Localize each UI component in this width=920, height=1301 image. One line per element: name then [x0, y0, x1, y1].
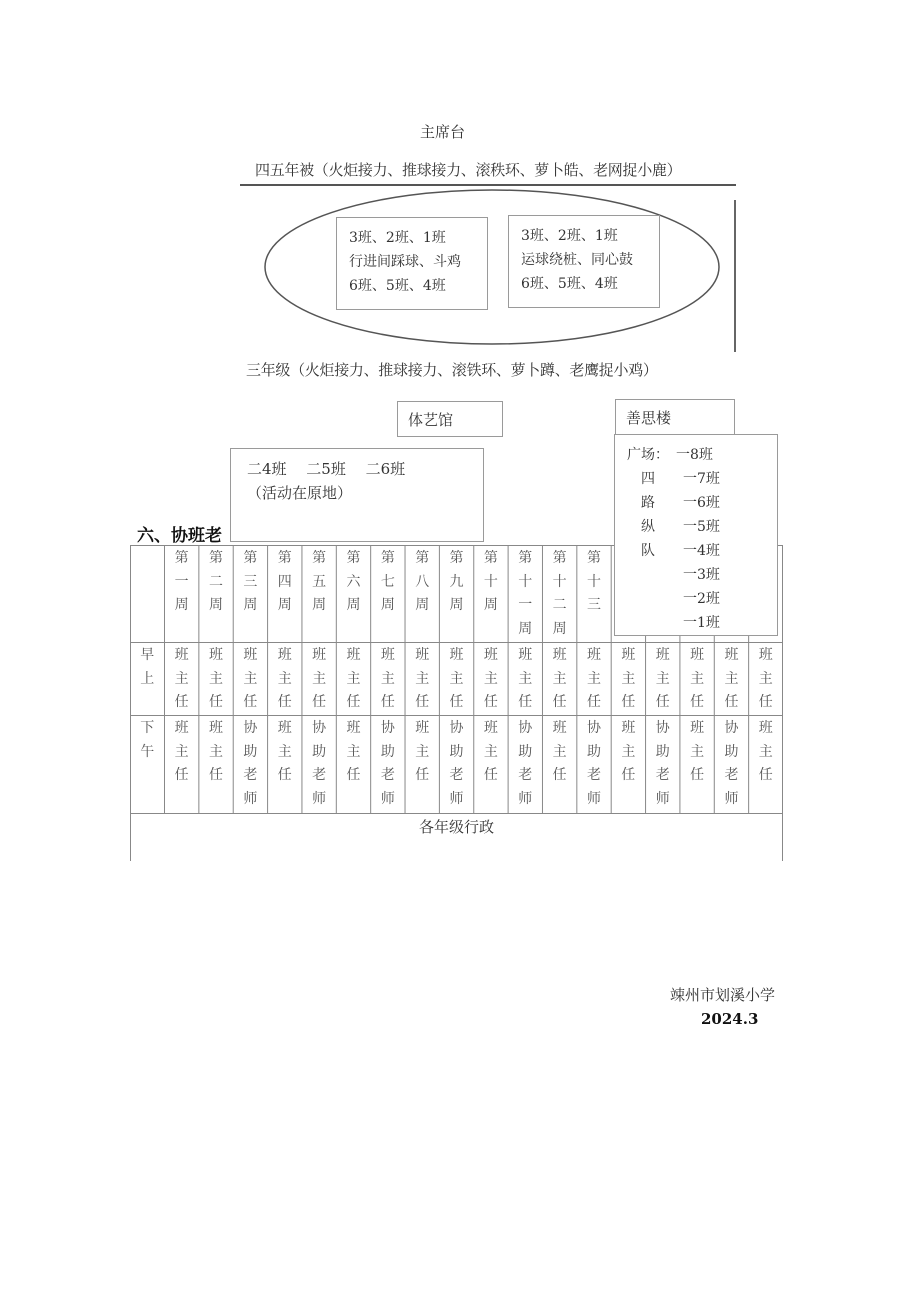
morning-cell-char: 主 — [621, 670, 636, 687]
afternoon-cell-char: 任 — [758, 767, 773, 783]
week-header-char: 第 — [587, 550, 601, 566]
week-header-char: 周 — [518, 620, 533, 637]
afternoon-cell-char: 助 — [518, 743, 533, 760]
row-label-afternoon — [130, 717, 165, 764]
week-header-char: 周 — [209, 597, 224, 613]
morning-cell-char: 班 — [209, 647, 224, 663]
afternoon-cell-char: 主 — [621, 743, 636, 760]
afternoon-cell-char: 助 — [587, 743, 601, 760]
plaza-line: 四 一7班 — [627, 471, 720, 487]
week-header-char: 四 — [277, 573, 292, 590]
morning-cell-char: 班 — [621, 647, 636, 663]
week-header-char: 二 — [209, 573, 224, 590]
afternoon-cell-char: 师 — [724, 790, 739, 807]
week-header-char: 一 — [518, 597, 533, 613]
morning-cell-char: 班 — [346, 647, 361, 663]
afternoon-cell-char: 班 — [346, 720, 361, 736]
field-box-left-line: 行进间踩球、斗鸡 — [349, 254, 461, 270]
week-header-char: 周 — [449, 597, 464, 613]
afternoon-cell — [714, 717, 748, 811]
afternoon-cell-char: 主 — [174, 743, 189, 760]
week-header-char: 周 — [380, 597, 395, 613]
week-header — [439, 547, 473, 618]
afternoon-cell-char: 协 — [655, 720, 670, 736]
afternoon-cell-char: 主 — [758, 743, 773, 760]
field-box-right-line: 3班、2班、1班 — [521, 228, 618, 244]
week-header-char: 第 — [312, 550, 327, 566]
week-header-char: 十 — [552, 573, 567, 590]
field-box-right-line: 运球绕桩、同心鼓 — [521, 252, 633, 268]
afternoon-cell-char: 任 — [690, 767, 705, 783]
afternoon-cell-char: 协 — [518, 720, 533, 736]
afternoon-cell-char: 任 — [621, 767, 636, 783]
week-header-char: 周 — [415, 597, 430, 613]
grade2-line1: 二4班 二5班 二6班 — [247, 460, 406, 478]
afternoon-cell-char: 班 — [552, 720, 567, 736]
plaza-line: 纵 一5班 — [627, 519, 720, 535]
morning-cell-char: 主 — [277, 670, 292, 687]
afternoon-cell-char: 助 — [449, 743, 464, 760]
morning-cell — [371, 644, 405, 715]
morning-cell — [405, 644, 439, 715]
afternoon-cell-char: 任 — [415, 767, 430, 783]
morning-cell-char: 任 — [277, 694, 292, 710]
week-header — [268, 547, 302, 618]
afternoon-cell — [405, 717, 439, 788]
afternoon-cell-char: 班 — [174, 720, 189, 736]
afternoon-cell — [749, 717, 783, 788]
right-side-line — [734, 200, 736, 352]
week-header-char: 周 — [483, 597, 498, 613]
afternoon-cell-char: 任 — [552, 767, 567, 783]
morning-cell-char: 主 — [587, 670, 601, 687]
afternoon-cell-char: 助 — [724, 743, 739, 760]
afternoon-cell-char: 协 — [587, 720, 601, 736]
morning-cell-char: 主 — [174, 670, 189, 687]
morning-cell-char: 班 — [724, 647, 739, 663]
row-label-morning-char: 上 — [140, 670, 155, 687]
afternoon-cell-char: 师 — [312, 790, 327, 807]
afternoon-cell — [336, 717, 370, 788]
afternoon-cell-char: 老 — [655, 767, 670, 783]
plaza-line: 一3班 — [627, 567, 720, 583]
morning-cell-char: 任 — [518, 694, 533, 710]
morning-cell-char: 主 — [312, 670, 327, 687]
afternoon-cell-char: 任 — [483, 767, 498, 783]
afternoon-cell — [268, 717, 302, 788]
morning-cell-char: 班 — [518, 647, 533, 663]
afternoon-cell-char: 任 — [346, 767, 361, 783]
grade2-line2: （活动在原地） — [247, 484, 353, 502]
morning-cell — [749, 644, 783, 715]
week-header-char: 第 — [449, 550, 464, 566]
morning-cell-char: 班 — [758, 647, 773, 663]
morning-cell-char: 任 — [690, 694, 705, 710]
week-header-char: 第 — [346, 550, 361, 566]
morning-cell-char: 主 — [380, 670, 395, 687]
row-label-afternoon-char: 午 — [140, 743, 155, 760]
morning-cell — [542, 644, 576, 715]
morning-cell-char: 班 — [277, 647, 292, 663]
morning-cell — [611, 644, 645, 715]
row-label-morning-char: 早 — [140, 647, 155, 663]
afternoon-cell-char: 助 — [312, 743, 327, 760]
row-label-morning — [130, 644, 165, 691]
week-header — [371, 547, 405, 618]
schedule-footer: 各年级行政 — [418, 818, 494, 836]
afternoon-cell — [302, 717, 336, 811]
morning-cell-char: 任 — [758, 694, 773, 710]
afternoon-cell-char: 师 — [380, 790, 395, 807]
morning-cell-char: 任 — [552, 694, 567, 710]
afternoon-cell-char: 主 — [346, 743, 361, 760]
shansi-building — [615, 399, 735, 435]
week-header-char: 一 — [174, 573, 189, 590]
week-header-char: 八 — [415, 573, 430, 590]
grade2-box — [230, 448, 484, 542]
plaza-box — [614, 434, 778, 636]
week-header — [302, 547, 336, 618]
afternoon-cell-char: 班 — [690, 720, 705, 736]
gym-building — [397, 401, 503, 437]
afternoon-cell — [577, 717, 611, 811]
morning-cell — [439, 644, 473, 715]
afternoon-cell-char: 老 — [312, 767, 327, 783]
week-header-char: 第 — [209, 550, 224, 566]
afternoon-cell-char: 班 — [483, 720, 498, 736]
field-box-right-line: 6班、5班、4班 — [521, 276, 618, 292]
morning-cell — [474, 644, 508, 715]
week-header-char: 第 — [552, 550, 567, 566]
afternoon-cell-char: 老 — [449, 767, 464, 783]
afternoon-cell-char: 师 — [449, 790, 464, 807]
week-header — [336, 547, 370, 618]
week-header-char: 九 — [449, 573, 464, 590]
week-header-char: 第 — [380, 550, 395, 566]
afternoon-cell-char: 老 — [724, 767, 739, 783]
morning-cell-char: 班 — [380, 647, 395, 663]
week-header-char: 五 — [312, 573, 327, 590]
morning-cell-char: 班 — [587, 647, 601, 663]
bottom-activity-label: 三年级（火炬接力、推球接力、滚铁环、萝卜蹲、老鹰捉小鸡） — [246, 361, 658, 379]
morning-cell — [199, 644, 233, 715]
field-box-left-line: 6班、5班、4班 — [349, 278, 446, 294]
podium-label: 主席台 — [420, 123, 466, 141]
week-header — [577, 547, 611, 618]
morning-cell-char: 班 — [483, 647, 498, 663]
afternoon-cell-char: 协 — [380, 720, 395, 736]
week-header-char: 第 — [277, 550, 292, 566]
morning-cell — [233, 644, 267, 715]
afternoon-cell — [508, 717, 542, 811]
morning-cell-char: 任 — [415, 694, 430, 710]
plaza-text — [627, 443, 720, 635]
afternoon-cell-char: 协 — [312, 720, 327, 736]
morning-cell — [165, 644, 199, 715]
morning-cell — [714, 644, 748, 715]
morning-cell-char: 班 — [174, 647, 189, 663]
afternoon-cell-char: 班 — [415, 720, 430, 736]
week-header — [233, 547, 267, 618]
shansi-label: 善思楼 — [626, 409, 672, 427]
morning-cell-char: 班 — [449, 647, 464, 663]
morning-cell-char: 任 — [655, 694, 670, 710]
morning-cell-char: 班 — [552, 647, 567, 663]
school-name: 竦州市划溪小学 — [670, 986, 776, 1004]
morning-cell-char: 任 — [174, 694, 189, 710]
afternoon-cell-char: 任 — [209, 767, 224, 783]
afternoon-cell — [233, 717, 267, 811]
date: 2024.3 — [701, 1010, 759, 1028]
field-box-left-text — [349, 226, 487, 298]
afternoon-cell — [611, 717, 645, 788]
afternoon-cell — [199, 717, 233, 788]
afternoon-cell-char: 老 — [243, 767, 258, 783]
section-title: 六、协班老 — [137, 526, 222, 546]
week-header — [508, 547, 542, 641]
top-line — [240, 184, 736, 186]
week-header-char: 三 — [243, 573, 258, 590]
morning-cell-char: 任 — [724, 694, 739, 710]
afternoon-cell-char: 主 — [277, 743, 292, 760]
morning-cell-char: 主 — [690, 670, 705, 687]
morning-cell — [508, 644, 542, 715]
morning-cell-char: 班 — [690, 647, 705, 663]
week-header-char: 周 — [312, 597, 327, 613]
afternoon-cell-char: 任 — [277, 767, 292, 783]
week-header-char: 二 — [552, 597, 567, 613]
morning-cell-char: 主 — [346, 670, 361, 687]
afternoon-cell-char: 主 — [415, 743, 430, 760]
week-header-char: 十 — [587, 573, 601, 590]
afternoon-cell-char: 主 — [690, 743, 705, 760]
field-box-right — [508, 215, 660, 308]
morning-cell-char: 主 — [518, 670, 533, 687]
afternoon-cell — [680, 717, 714, 788]
afternoon-cell-char: 班 — [621, 720, 636, 736]
morning-cell-char: 主 — [552, 670, 567, 687]
plaza-line: 一2班 — [627, 591, 720, 607]
week-header — [199, 547, 233, 618]
afternoon-cell-char: 师 — [518, 790, 533, 807]
afternoon-cell — [165, 717, 199, 788]
morning-cell-char: 任 — [346, 694, 361, 710]
morning-cell — [680, 644, 714, 715]
plaza-line: 队 一4班 — [627, 543, 720, 559]
afternoon-cell-char: 老 — [518, 767, 533, 783]
afternoon-cell-char: 班 — [758, 720, 773, 736]
week-header-char: 第 — [174, 550, 189, 566]
top-activity-label: 四五年被（火炬接力、推球接力、滚秩环、萝卜皓、老网捉小鹿） — [255, 161, 682, 179]
morning-cell-char: 任 — [483, 694, 498, 710]
afternoon-cell-char: 师 — [587, 790, 601, 807]
morning-cell-char: 任 — [209, 694, 224, 710]
morning-cell-char: 主 — [449, 670, 464, 687]
plaza-line: 一1班 — [627, 615, 720, 631]
morning-cell — [336, 644, 370, 715]
afternoon-cell-char: 班 — [209, 720, 224, 736]
field-box-right-text — [521, 224, 659, 296]
week-header-char: 周 — [174, 597, 189, 613]
morning-cell-char: 任 — [449, 694, 464, 710]
morning-cell-char: 班 — [312, 647, 327, 663]
week-header-char: 周 — [552, 620, 567, 637]
morning-cell-char: 任 — [587, 694, 601, 710]
week-header-char: 第 — [518, 550, 533, 566]
morning-cell-char: 班 — [655, 647, 670, 663]
week-header-char: 十 — [518, 573, 533, 590]
week-header-char: 六 — [346, 573, 361, 590]
morning-cell-char: 任 — [621, 694, 636, 710]
afternoon-cell-char: 任 — [174, 767, 189, 783]
afternoon-cell-char: 协 — [449, 720, 464, 736]
week-header — [542, 547, 576, 641]
field-box-left-line: 3班、2班、1班 — [349, 230, 446, 246]
week-header — [405, 547, 439, 618]
week-header — [165, 547, 199, 618]
afternoon-cell — [474, 717, 508, 788]
week-header — [474, 547, 508, 618]
morning-cell — [302, 644, 336, 715]
afternoon-cell — [542, 717, 576, 788]
afternoon-cell-char: 老 — [587, 767, 601, 783]
field-box-left — [336, 217, 488, 310]
morning-cell-char: 任 — [312, 694, 327, 710]
morning-cell-char: 班 — [415, 647, 430, 663]
week-header-char: 周 — [346, 597, 361, 613]
afternoon-cell-char: 主 — [209, 743, 224, 760]
afternoon-cell-char: 助 — [243, 743, 258, 760]
afternoon-cell-char: 班 — [277, 720, 292, 736]
morning-cell — [268, 644, 302, 715]
afternoon-cell-char: 主 — [483, 743, 498, 760]
row-label-afternoon-char: 下 — [140, 720, 155, 736]
morning-cell-char: 主 — [243, 670, 258, 687]
week-header-char: 第 — [243, 550, 258, 566]
morning-cell-char: 主 — [209, 670, 224, 687]
afternoon-cell-char: 助 — [380, 743, 395, 760]
week-header-char: 七 — [380, 573, 395, 590]
afternoon-cell-char: 协 — [724, 720, 739, 736]
week-header-char: 周 — [277, 597, 292, 613]
morning-cell-char: 班 — [243, 647, 258, 663]
week-header-char: 第 — [415, 550, 430, 566]
week-header-char: 第 — [483, 550, 498, 566]
plaza-line: 广场： 一8班 — [627, 447, 713, 463]
afternoon-cell — [439, 717, 473, 811]
afternoon-cell-char: 主 — [552, 743, 567, 760]
week-header-char: 周 — [243, 597, 258, 613]
afternoon-cell-char: 协 — [243, 720, 258, 736]
afternoon-cell — [371, 717, 405, 811]
plaza-line: 路 一6班 — [627, 495, 720, 511]
morning-cell-char: 任 — [380, 694, 395, 710]
morning-cell — [646, 644, 680, 715]
week-header-char: 三 — [587, 597, 601, 613]
morning-cell-char: 任 — [243, 694, 258, 710]
afternoon-cell-char: 师 — [655, 790, 670, 807]
morning-cell-char: 主 — [724, 670, 739, 687]
morning-cell-char: 主 — [415, 670, 430, 687]
week-header-char: 十 — [483, 573, 498, 590]
morning-cell-char: 主 — [758, 670, 773, 687]
afternoon-cell-char: 老 — [380, 767, 395, 783]
afternoon-cell — [646, 717, 680, 811]
afternoon-cell-char: 助 — [655, 743, 670, 760]
morning-cell-char: 主 — [655, 670, 670, 687]
morning-cell-char: 主 — [483, 670, 498, 687]
afternoon-cell-char: 师 — [243, 790, 258, 807]
gym-label: 体艺馆 — [408, 411, 454, 429]
morning-cell — [577, 644, 611, 715]
